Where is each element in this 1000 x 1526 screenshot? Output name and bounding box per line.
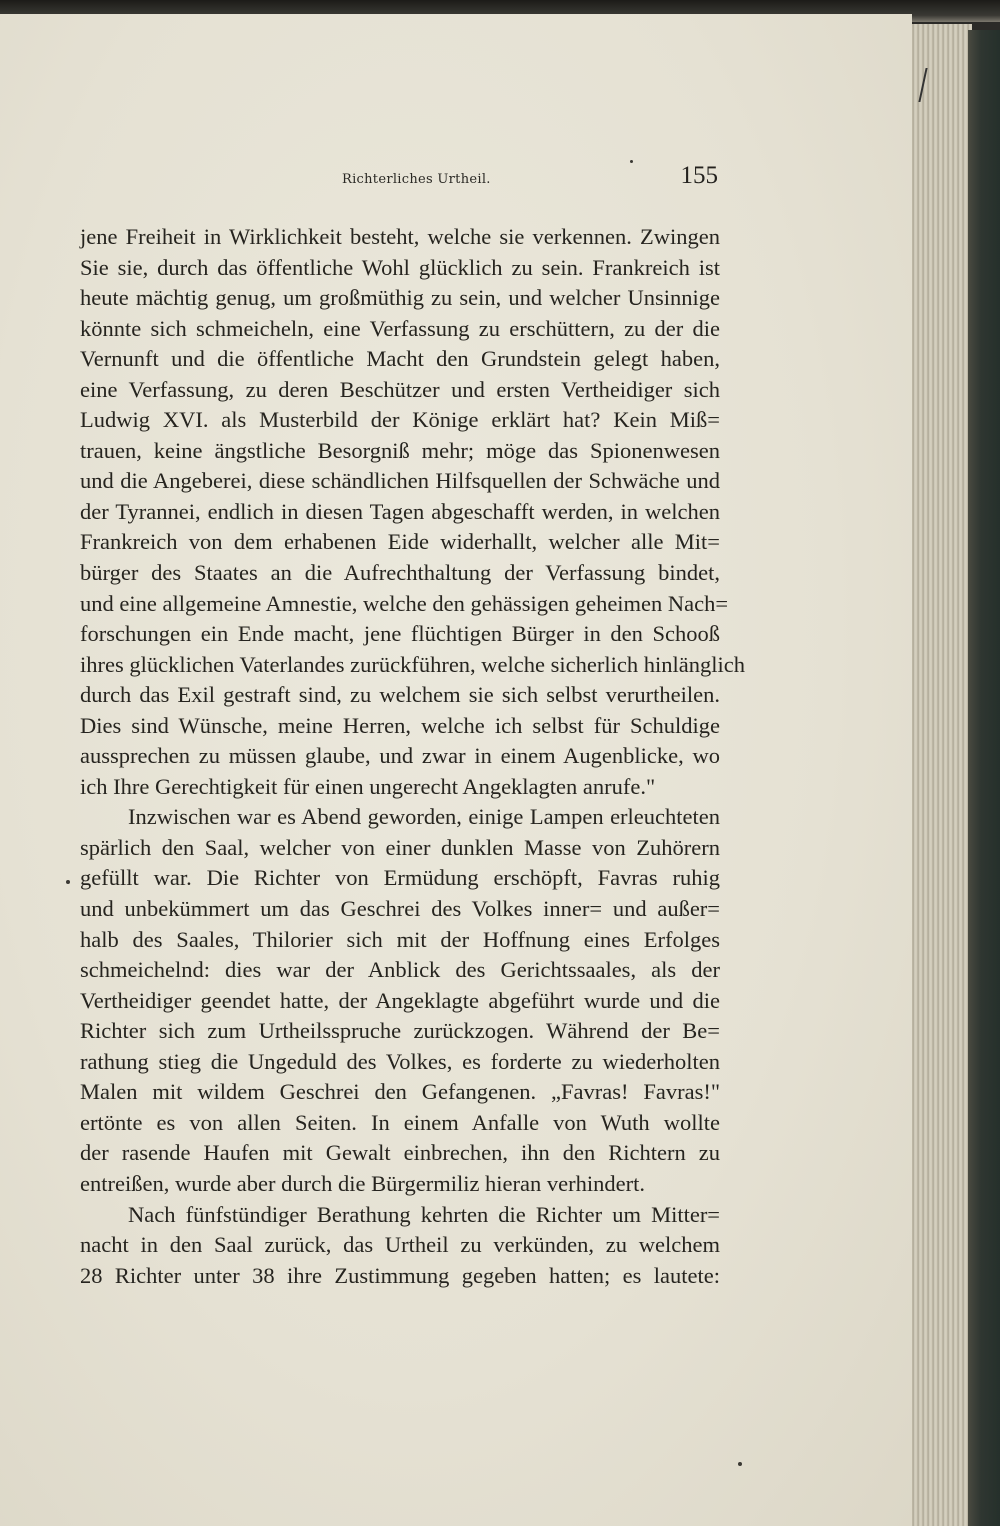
text-line: forschungen ein Ende macht, jene flüchtigen Bürger in den Schooß	[80, 621, 720, 647]
text-line: Frankreich von dem erhabenen Eide widerhallt, welcher alle Mit=	[80, 529, 720, 555]
text-line: trauen, keine ängstliche Besorgniß mehr; möge das Spionenwesen	[80, 437, 720, 463]
text-line: nacht in den Saal zurück, das Urtheil zu verkünden, zu welchem	[80, 1232, 720, 1258]
text-line: ich Ihre Gerechtigkeit für einen ungerecht Angeklagten anrufe."	[80, 773, 656, 799]
text-line: Inzwischen war es Abend geworden, einige Lampen erleuchteten	[128, 804, 720, 830]
text-line: jene Freiheit in Wirklichkeit besteht, welche sie verkennen. Zwingen	[80, 224, 720, 249]
text-line: bürger des Staates an die Aufrechthaltung der Verfassung bindet,	[80, 560, 720, 586]
text-line: der Tyrannei, endlich in diesen Tagen abgeschafft werden, in welchen	[80, 498, 720, 524]
text-line: aussprechen zu müssen glaube, und zwar in einem Augenblicke, wo	[80, 743, 720, 769]
text-line: durch das Exil gestraft sind, zu welchem sie sich selbst verurtheilen.	[80, 682, 720, 708]
book-cover-edge	[968, 30, 1000, 1526]
text-line: Vertheidiger geendet hatte, der Angeklagte abgeführt wurde und die	[80, 987, 720, 1013]
text-line: Vernunft und die öffentliche Macht den Grundstein gelegt haben,	[80, 346, 720, 372]
text-line: entreißen, wurde aber durch die Bürgermiliz hieran verhindert.	[80, 1170, 645, 1196]
text-line: der rasende Haufen mit Gewalt einbrechen, ihn den Richtern zu	[80, 1140, 720, 1166]
text-line: könnte sich schmeicheln, eine Verfassung zu erschüttern, zu der die	[80, 315, 720, 341]
text-line: und die Angeberei, diese schändlichen Hilfsquellen der Schwäche und	[80, 468, 720, 494]
text-line: Malen mit wildem Geschrei den Gefangenen. „Favras! Favras!"	[80, 1079, 720, 1105]
body-text	[80, 222, 745, 1291]
text-line: heute mächtig genug, um großmüthig zu sein, und welcher Unsinnige	[80, 285, 720, 311]
paper-speck	[738, 1462, 742, 1466]
text-line: ihres glücklichen Vaterlandes zurückführen, welche sicherlich hinlänglich	[80, 651, 745, 677]
text-line: Ludwig XVI. als Musterbild der Könige erklärt hat? Kein Miß=	[80, 407, 720, 433]
text-line: 28 Richter unter 38 ihre Zustimmung gegeben hatten; es lautete:	[80, 1262, 720, 1288]
paper-speck	[66, 880, 70, 884]
text-line: gefüllt war. Die Richter von Ermüdung erschöpft, Favras ruhig	[80, 865, 720, 891]
page-number: 155	[680, 162, 718, 189]
text-line: eine Verfassung, zu deren Beschützer und ersten Vertheidiger sich	[80, 376, 720, 402]
text-line: schmeichelnd: dies war der Anblick des Gerichtssaales, als der	[80, 957, 720, 983]
text-line: ertönte es von allen Seiten. In einem Anfalle von Wuth wollte	[80, 1109, 720, 1135]
text-line: Richter sich zum Urtheilsspruche zurückzogen. Während der Be=	[80, 1018, 720, 1044]
text-line: spärlich den Saal, welcher von einer dunklen Masse von Zuhörern	[80, 834, 720, 860]
page-header	[80, 162, 720, 196]
text-line: und eine allgemeine Amnestie, welche den gehässigen geheimen Nach=	[80, 590, 729, 616]
text-line: Sie sie, durch das öffentliche Wohl glücklich zu sein. Frankreich ist	[80, 254, 720, 280]
text-line: Nach fünfstündiger Berathung kehrten die Richter um Mitter=	[128, 1201, 720, 1227]
running-head: Richterliches Urtheil.	[342, 172, 491, 187]
text-line: und unbekümmert um das Geschrei des Volkes inner= und außer=	[80, 896, 720, 922]
text-line: Dies sind Wünsche, meine Herren, welche ich selbst für Schuldige	[80, 712, 720, 738]
text-line: rathung stieg die Ungeduld des Volkes, es forderte zu wiederholten	[80, 1048, 720, 1074]
text-line: halb des Saales, Thilorier sich mit der Hoffnung eines Erfolges	[80, 926, 720, 952]
